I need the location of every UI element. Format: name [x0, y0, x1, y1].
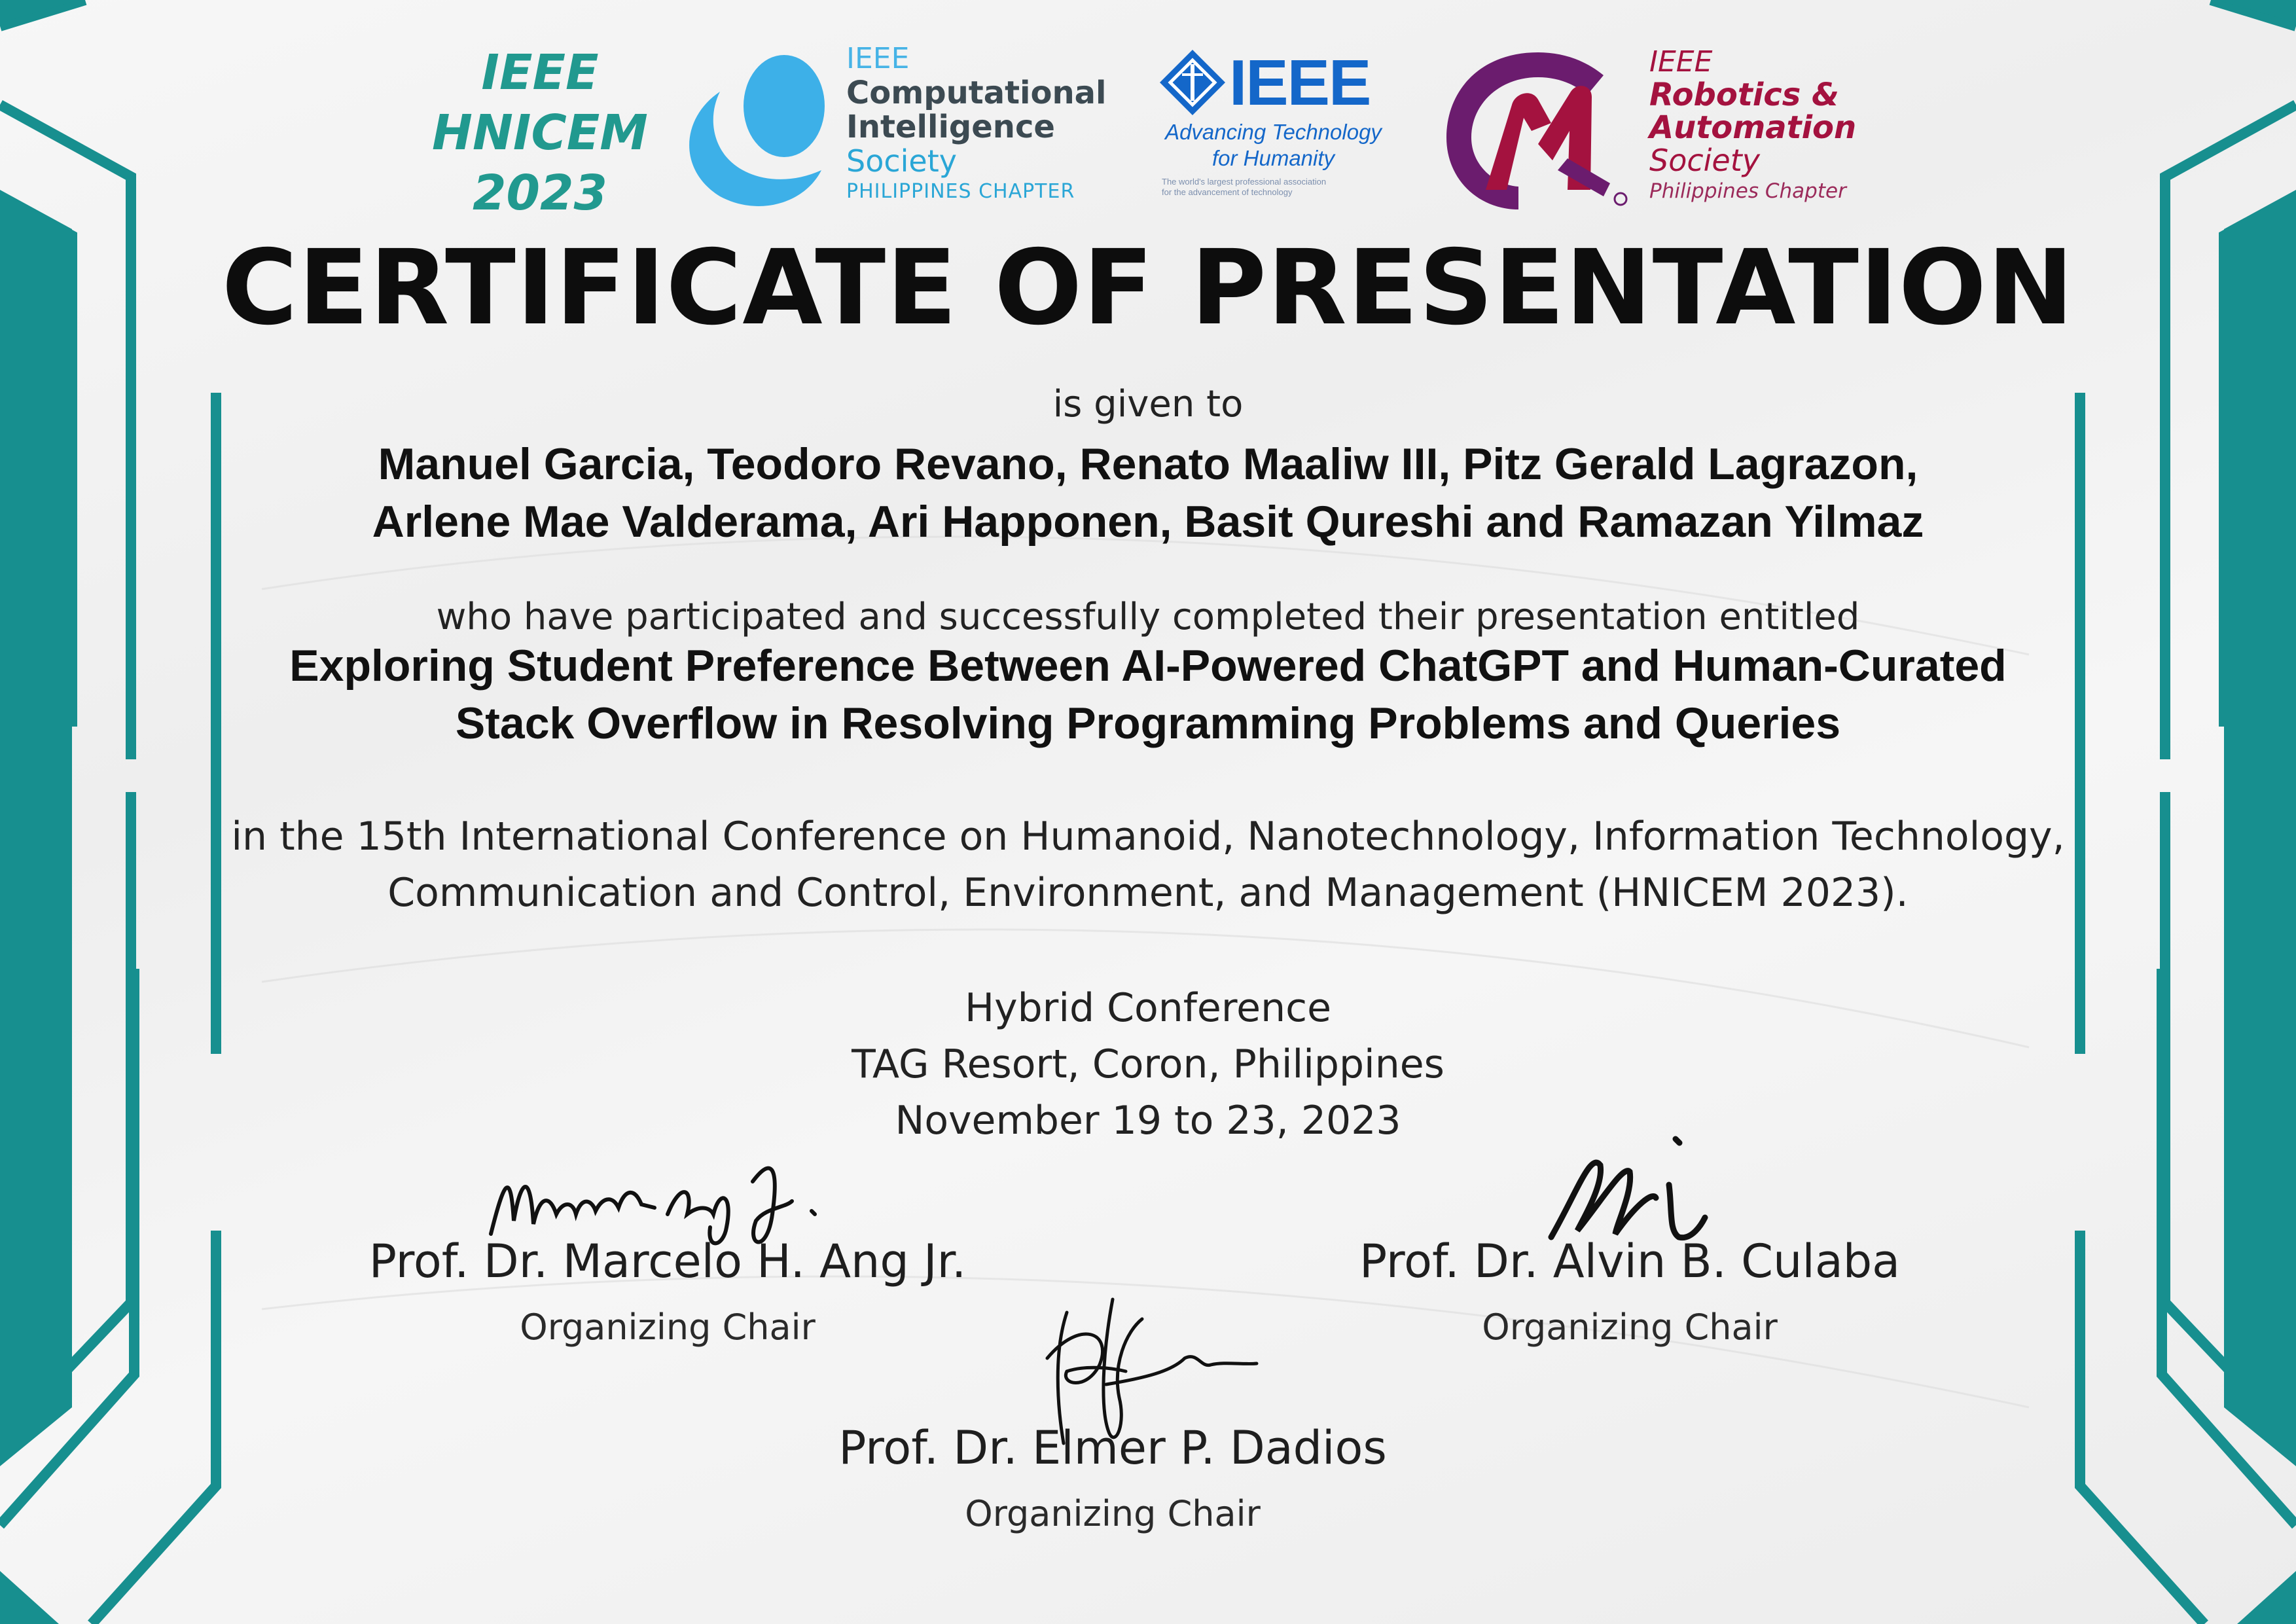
ieee-tagline-line1: Advancing Technology [1165, 120, 1382, 144]
paper-title-line-1: Exploring Student Preference Between AI-Powered ChatGPT and Human-Curated [289, 641, 2007, 691]
cis-logo-line2: Computational [846, 75, 1107, 111]
conference-line-1: in the 15th International Conference on Humanoid, Nanotechnology, Information Technology, [231, 814, 2065, 859]
ieee-wordmark: IEEE [1229, 46, 1371, 118]
conference-venue: TAG Resort, Coron, Philippines [852, 1041, 1444, 1087]
conference-mode: Hybrid Conference [964, 985, 1332, 1031]
recipients-line-2: Arlene Mae Valderama, Ari Happonen, Basit Qureshi and Ramazan Yilmaz [372, 497, 1924, 547]
ras-logo-text [1649, 46, 1911, 206]
cis-logo-line1: IEEE [846, 42, 910, 75]
ras-logo-line5: Philippines Chapter [1649, 179, 1846, 203]
cis-logo-text [846, 42, 1121, 206]
signatory-2-role: Organizing Chair [1482, 1307, 1778, 1348]
signatory-2-name: Prof. Dr. Alvin B. Culaba [1359, 1235, 1901, 1288]
ras-logo-line2: Robotics & [1649, 77, 1839, 113]
signatory-1-name: Prof. Dr. Marcelo H. Ang Jr. [368, 1235, 967, 1288]
cis-logo-line4: Society [846, 143, 957, 179]
conference-dates: November 19 to 23, 2023 [895, 1098, 1401, 1144]
ieee-fine-line2: for the advancement of technology [1162, 187, 1293, 197]
ieee-fine-line1: The world's largest professional association [1162, 177, 1327, 187]
participated-text: who have participated and successfully completed their presentation entitled [436, 596, 1860, 638]
ras-logo-line3: Automation [1649, 109, 1857, 146]
ieee-diamond-icon [1158, 48, 1227, 117]
signatory-3-name: Prof. Dr. Elmer P. Dadios [838, 1421, 1387, 1475]
conference-line-2: Communication and Control, Environment, and Management (HNICEM 2023). [387, 870, 1909, 916]
signature-culaba [1538, 1126, 1721, 1250]
recipients-line-1: Manuel Garcia, Teodoro Revano, Renato Maaliw III, Pitz Gerald Lagrazon, [378, 439, 1918, 489]
cis-swirl-icon [674, 46, 831, 216]
ieee-fine-print [1162, 177, 1384, 198]
hnicem-logo-line1: IEEE [481, 45, 599, 101]
ras-emblem-icon [1440, 46, 1636, 216]
cis-logo-line3: Intelligence [846, 109, 1055, 145]
hnicem-logo-line3: 2023 [473, 165, 607, 221]
certificate-title: CERTIFICATE OF PRESENTATION [221, 228, 2075, 348]
hnicem-logo-line2: HNICEM [432, 105, 648, 161]
ras-logo-line4: Society [1649, 143, 1760, 178]
ieee-tagline [1160, 119, 1386, 171]
hnicem-logo [429, 43, 651, 223]
cis-logo-line5: PHILIPPINES CHAPTER [846, 180, 1075, 203]
paper-title-line-2: Stack Overflow in Resolving Programming Problems and Queries [455, 698, 1841, 748]
ras-logo-line1: IEEE [1649, 45, 1713, 79]
given-to-text: is given to [1052, 383, 1244, 425]
signatory-1-role: Organizing Chair [520, 1307, 816, 1348]
signatory-3-role: Organizing Chair [965, 1493, 1261, 1534]
ieee-tagline-line2: for Humanity [1211, 146, 1335, 170]
